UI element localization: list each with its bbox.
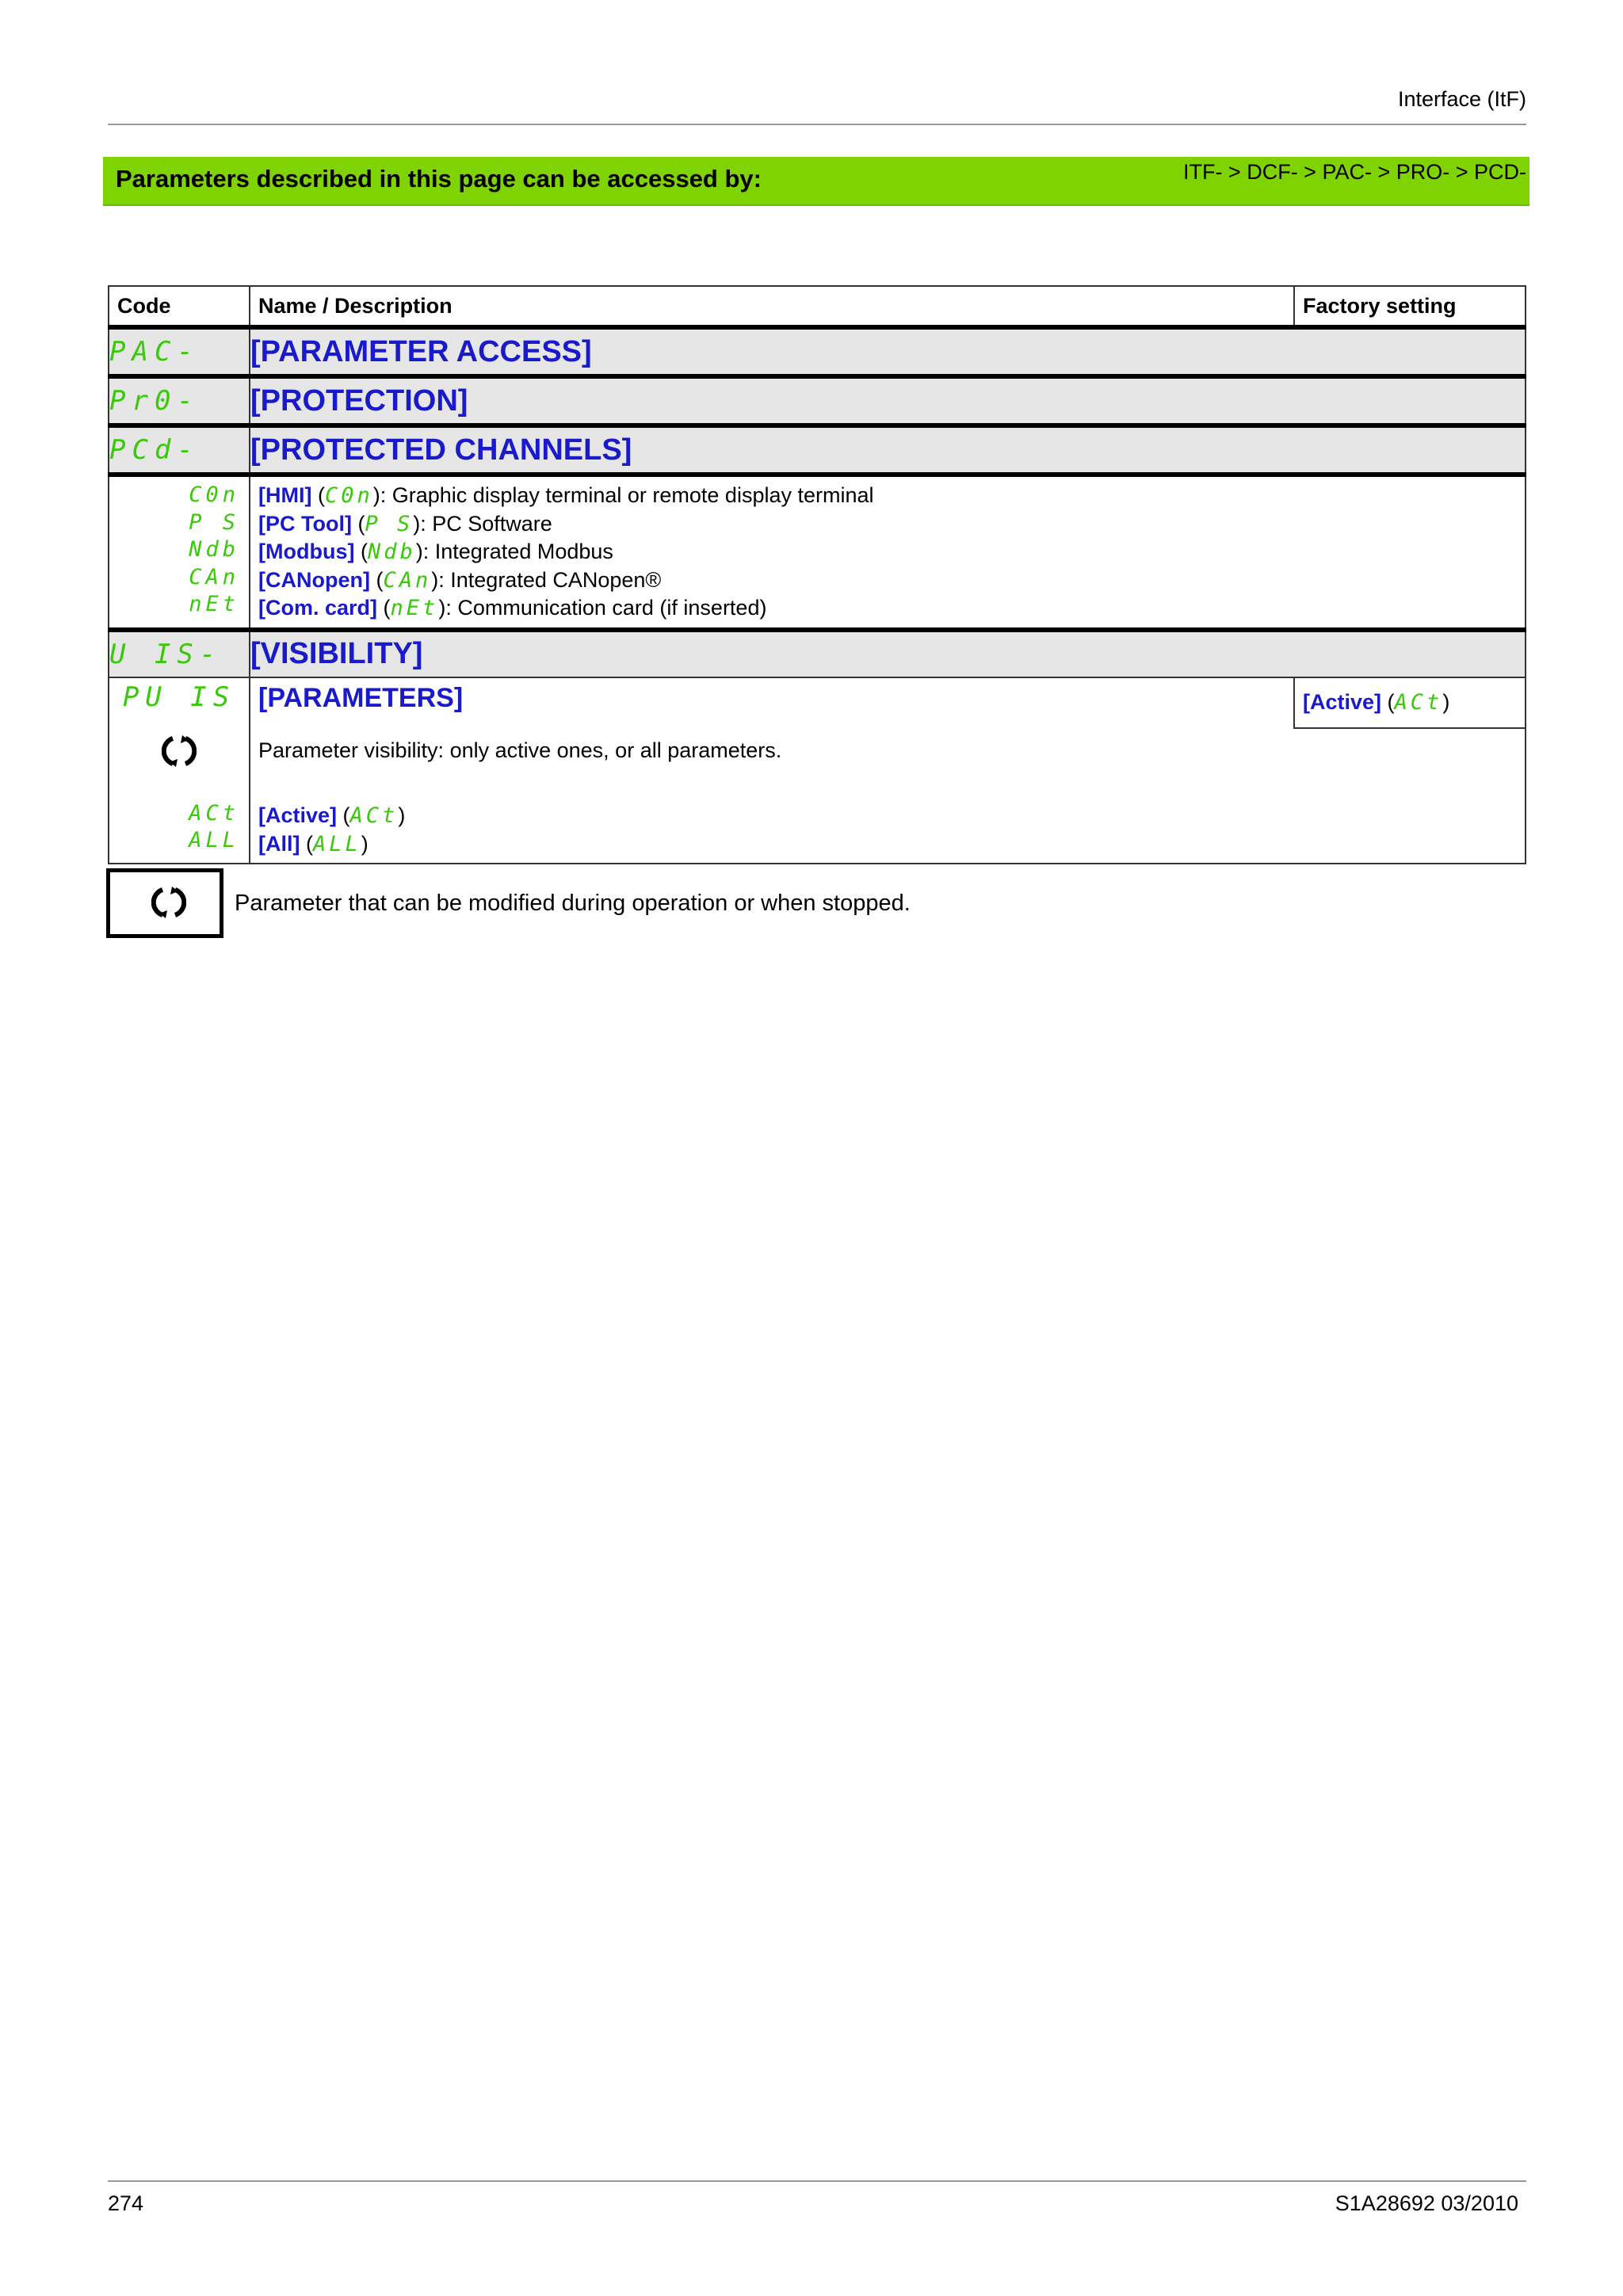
channel-abbr: C0n bbox=[324, 483, 373, 508]
option-code: ACt bbox=[189, 800, 239, 826]
menu-row-pac bbox=[109, 327, 1526, 376]
channel-desc: : Integrated CANopen® bbox=[438, 567, 662, 592]
parameter-body-row bbox=[109, 728, 1526, 864]
header-rule bbox=[108, 124, 1526, 125]
channel-item: [PC Tool] (P S): PC Software bbox=[258, 511, 552, 536]
channel-descriptions bbox=[250, 475, 1526, 630]
parameter-code: PU IS bbox=[122, 681, 236, 713]
channels-row bbox=[109, 475, 1526, 630]
channel-item: [HMI] (C0n): Graphic display terminal or remote display terminal bbox=[258, 483, 874, 508]
option-name: [Active] bbox=[258, 803, 338, 827]
factory-name: [Active] bbox=[1303, 690, 1382, 714]
legend-icon-box bbox=[106, 868, 223, 938]
channel-code: nEt bbox=[189, 592, 239, 616]
channel-codes bbox=[109, 475, 250, 630]
channel-code: CAn bbox=[189, 564, 239, 589]
channel-desc: : Communication card (if inserted) bbox=[445, 596, 767, 620]
page-number: 274 bbox=[108, 2191, 144, 2215]
access-label: Parameters described in this page can be accessed by: bbox=[116, 165, 762, 193]
rotate-arrows-icon bbox=[162, 734, 197, 769]
channel-item: [Com. card] (nEt): Communication card (if inserted) bbox=[258, 596, 767, 620]
legend-text: Parameter that can be modified during operation or when stopped. bbox=[235, 891, 911, 916]
channel-desc: : Graphic display terminal or remote display terminal bbox=[380, 483, 874, 507]
channel-abbr: nEt bbox=[390, 596, 439, 620]
channel-desc: : PC Software bbox=[420, 511, 552, 536]
channel-abbr: CAn bbox=[383, 567, 432, 593]
menu-code: PCd- bbox=[109, 425, 250, 475]
option-code: ALL bbox=[189, 828, 239, 852]
menu-title: [PROTECTED CHANNELS] bbox=[250, 425, 1526, 475]
channel-item: [Modbus] (Ndb): Integrated Modbus bbox=[258, 540, 613, 564]
channel-abbr: Ndb bbox=[367, 540, 416, 564]
factory-setting: [Active] (ACt) bbox=[1294, 677, 1526, 728]
column-factory: Factory setting bbox=[1294, 286, 1526, 327]
option-name: [All] bbox=[258, 831, 300, 856]
footer-rule bbox=[108, 2180, 1526, 2182]
menu-row-pcd bbox=[109, 425, 1526, 475]
table-header-row bbox=[109, 286, 1526, 327]
parameter-table bbox=[108, 285, 1526, 864]
parameter-code-cell bbox=[109, 677, 250, 864]
channel-abbr: P S bbox=[365, 511, 414, 536]
access-bar bbox=[103, 157, 1529, 206]
menu-row-visibility bbox=[109, 630, 1526, 677]
option-abbr: ACt bbox=[349, 803, 399, 828]
option-item: [All] (ALL) bbox=[258, 831, 369, 856]
parameter-description-cell bbox=[250, 728, 1526, 864]
document-reference: S1A28692 03/2010 bbox=[1335, 2191, 1518, 2215]
channel-code: Ndb bbox=[189, 537, 239, 562]
channel-name: [HMI] bbox=[258, 483, 312, 507]
option-abbr: ALL bbox=[312, 831, 361, 856]
parameter-title: [PARAMETERS] bbox=[250, 677, 1294, 728]
channel-name: [Com. card] bbox=[258, 596, 378, 620]
menu-row-pro bbox=[109, 376, 1526, 425]
channel-code: C0n bbox=[189, 482, 239, 507]
menu-code: U IS- bbox=[109, 630, 250, 677]
parameter-description: Parameter visibility: only active ones, or all parameters. bbox=[258, 738, 782, 762]
section-header: Interface (ItF) bbox=[1397, 87, 1526, 111]
parameter-title-row bbox=[109, 677, 1526, 728]
menu-code: Pr0- bbox=[109, 376, 250, 425]
factory-abbr: ACt bbox=[1394, 690, 1443, 715]
column-name: Name / Description bbox=[250, 286, 1294, 327]
channel-item: [CANopen] (CAn): Integrated CANopen® bbox=[258, 567, 662, 593]
channel-name: [PC Tool] bbox=[258, 511, 352, 536]
channel-code: P S bbox=[189, 509, 239, 535]
column-code: Code bbox=[109, 286, 250, 327]
access-path: ITF- > DCF- > PAC- > PRO- > PCD- bbox=[1182, 160, 1526, 184]
menu-title: [PARAMETER ACCESS] bbox=[250, 327, 1526, 376]
rotate-arrows-icon bbox=[151, 885, 186, 920]
channel-name: [CANopen] bbox=[258, 567, 370, 592]
menu-code: PAC- bbox=[109, 327, 250, 376]
option-item: [Active] (ACt) bbox=[258, 803, 406, 828]
channel-desc: : Integrated Modbus bbox=[422, 540, 613, 563]
menu-title: [PROTECTION] bbox=[250, 376, 1526, 425]
menu-title: [VISIBILITY] bbox=[250, 630, 1526, 677]
channel-name: [Modbus] bbox=[258, 540, 355, 563]
